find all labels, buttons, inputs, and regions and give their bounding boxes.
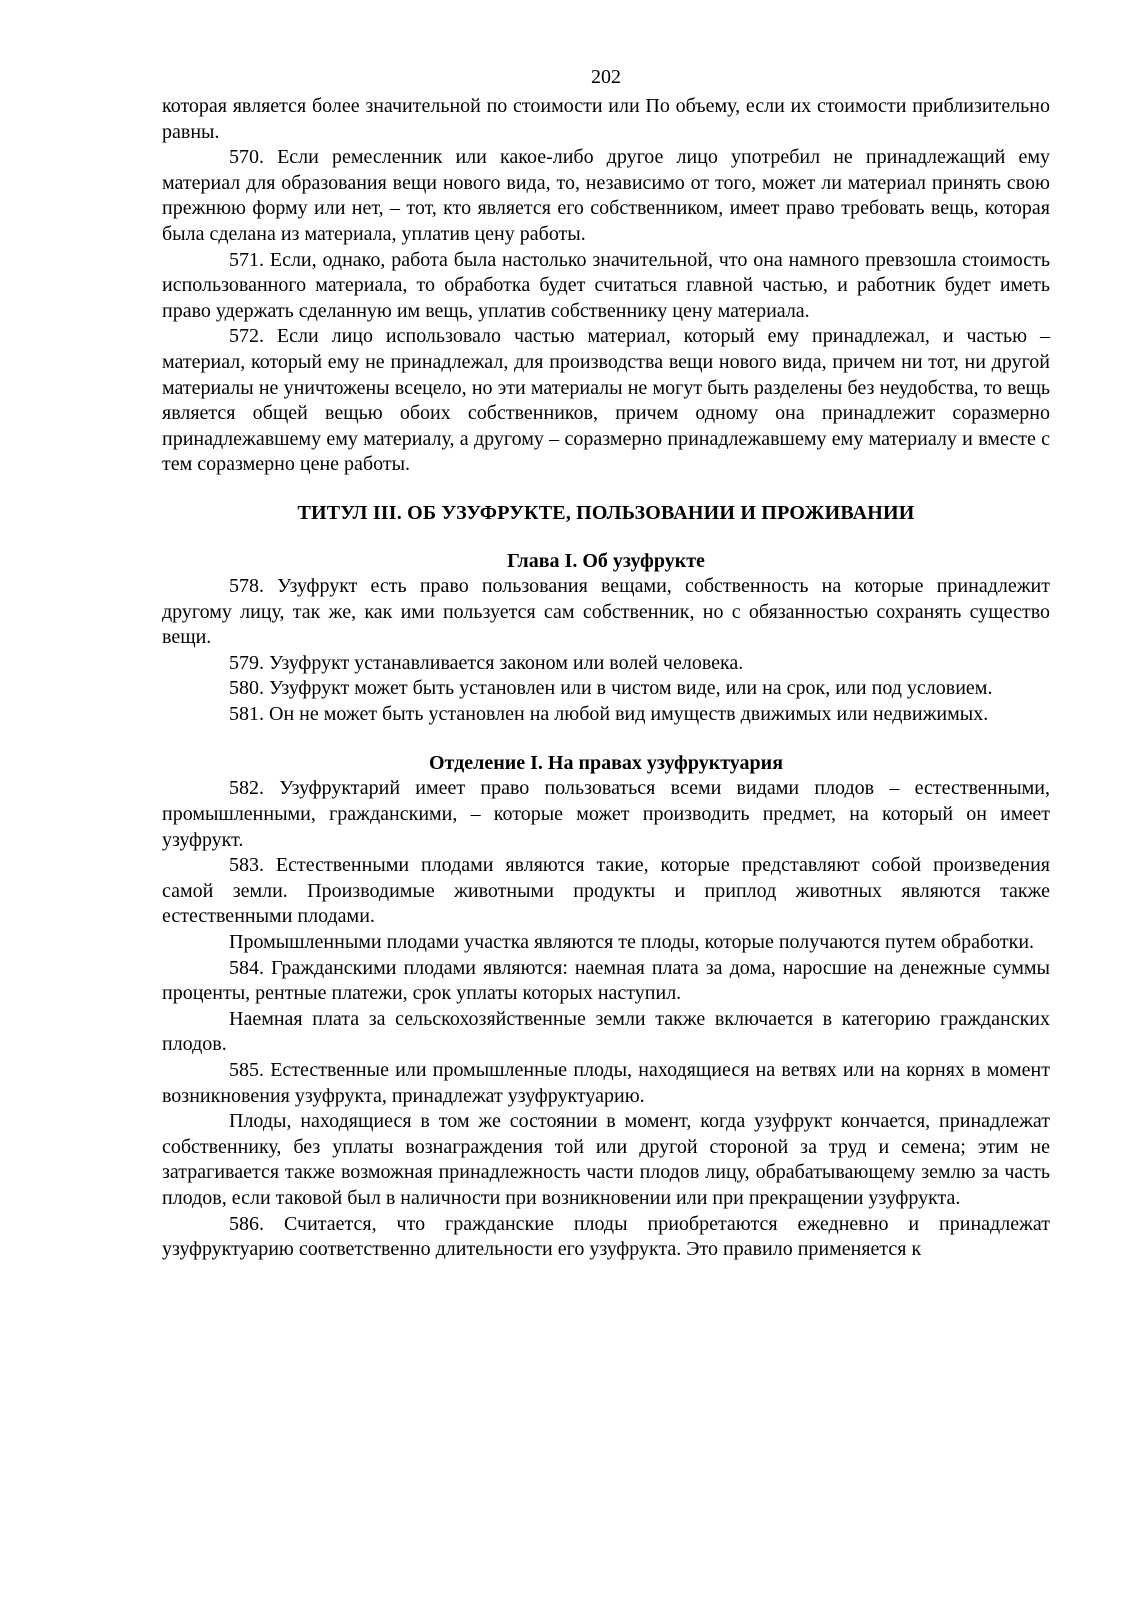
title-heading: ТИТУЛ III. ОБ УЗУФРУКТЕ, ПОЛЬЗОВАНИИ И ПРОЖИВАНИИ [297,501,915,524]
paragraph-570: 570. Если ремесленник или какое-либо другое лицо употребил не принадлежащий ему материал для образования вещи нового вида, то, независимо от того, может ли материал принять свою прежнюю форму или нет, – тот, кто является его собственником, имеет право требовать вещь, которая была сделана из материала, уплатив цену работы. [162,146,1050,245]
paragraph-industrial-fruits: Промышленными плодами участка являются те плоды, которые получаются путем обработки. [229,931,1035,954]
paragraph-586: 586. Считается, что гражданские плоды приобретаются ежедневно и принадлежат узуфруктуарию соответственно длительности его узуфрукта. Это правило применяется к [162,1212,1050,1261]
paragraph-fruits-end: Плоды, находящиеся в том же состоянии в момент, когда узуфрукт кончается, принадлежат собственнику, без уплаты вознаграждения той или другой стороной за труд и семена; этим не затрагивается также возможная принадлежность части плодов лицу, обрабатывающему землю за часть плодов, если таковой был в наличности при возникновении или при прекращении узуфрукта. [162,1110,1050,1209]
paragraph-578: 578. Узуфрукт есть право пользования вещами, собственность на которые принадлежит другому лицу, так же, как ими пользуется сам собственник, но с обязанностью сохранять существо вещи. [162,574,1050,649]
paragraph: которая является более значительной по стоимости или По объему, если их стоимости приблизительно равны. [162,95,1050,143]
paragraph-579: 579. Узуфрукт устанавливается законом или волей человека. [229,651,744,674]
paragraph-582: 582. Узуфруктарий имеет право пользоваться всеми видами плодов – естественными, промышленными, гражданскими, – которые может производить предмет, на который он имеет узуфрукт. [162,777,1050,851]
chapter-heading: Глава I. Об узуфрукте [507,549,705,572]
paragraph-581: 581. Он не может быть установлен на любой вид имуществ движимых или недвижимых. [229,702,989,725]
paragraph-585: 585. Естественные или промышленные плоды, находящиеся на ветвях или на корнях в момент возникновения узуфрукта, принадлежат узуфруктуарию. [162,1059,1050,1107]
paragraph-580: 580. Узуфрукт может быть установлен или в чистом виде, или на срок, или под условием. [229,677,993,700]
paragraph-583: 583. Естественными плодами являются такие, которые представляют собой произведения самой земли. Производимые животными продукты и приплод животных являются также естественными плодами. [162,854,1050,928]
page-number: 202 [591,66,621,88]
document-page [162,64,1050,1263]
paragraph-572: 572. Если лицо использовало частью материал, который ему принадлежал, и частью – материал, который ему не принадлежал, для производства вещи нового вида, причем ни тот, ни другой материалы не уничтожены всецело, но эти материалы не могут быть разделены без неудобства, то вещь является общей вещью обоих собственников, причем одному она принадлежит соразмерно принадлежавшему ему материалу, а другому – соразмерно принадлежавшему ему материалу и вместе с тем соразмерно цене работы. [162,325,1050,476]
paragraph-rent: Наемная плата за сельскохозяйственные земли также включается в категорию гражданских плодов. [162,1007,1050,1056]
paragraph-584: 584. Гражданскими плодами являются: наемная плата за дома, наросшие на денежные суммы проценты, рентные платежи, срок уплаты которых наступил. [162,956,1050,1005]
paragraph-571: 571. Если, однако, работа была настолько значительной, что она намного превзошла стоимость использованного материала, то обработка будет считаться главной частью, и работник будет иметь право удержать сделанную им вещь, уплатив собственнику цену материала. [162,248,1050,322]
section-heading: Отделение I. На правах узуфруктуария [428,752,784,775]
